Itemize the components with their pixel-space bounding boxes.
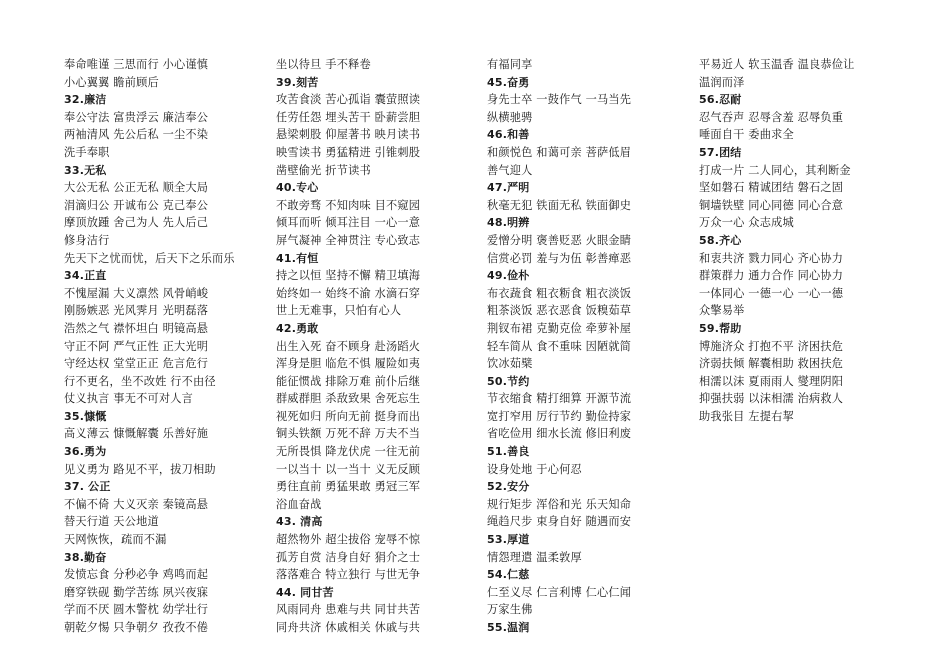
section-heading: 37. 公正 [64,480,111,494]
idiom-line: 学而不厌 圆木警枕 幼学壮行 [64,603,209,617]
idiom-line: 世上无难事，只怕有心人 [276,304,402,318]
idiom-line: 始终如一 始终不渝 水滴石穿 [276,286,421,300]
idiom-line: 奉命唯谨 三思而行 小心谨慎 [64,58,209,71]
idiom-line: 不敢旁骛 不知肉味 目不窥园 [276,198,421,212]
idiom-line: 浑身是胆 临危不惧 履险如夷 [276,357,421,371]
idiom-line: 替天行道 天公地道 [64,515,159,529]
idiom-line: 涓滴归公 开诚布公 克己奉公 [64,198,209,212]
idiom-line: 悬梁刺股 仰屋著书 映月读书 [276,128,421,142]
idiom-line: 助我张目 左提右挈 [699,409,794,423]
section-heading: 50.节约 [487,374,530,388]
idiom-line: 修身洁行 [64,233,110,247]
idiom-line: 大公无私 公正无私 顺全大局 [64,181,209,195]
idiom-line: 万家生佛 [487,603,533,617]
section-heading: 56.忍耐 [699,93,742,107]
idiom-line: 行不更名，坐不改姓 行不由径 [64,374,216,388]
idiom-line: 仁至义尽 仁言利博 仁心仁闻 [487,585,632,599]
idiom-line: 忍气吞声 忍辱含羞 忍辱负重 [699,110,844,124]
idiom-line: 磨穿铁砚 勤学苦练 夙兴夜寐 [64,585,209,599]
section-heading: 42.勇敢 [276,321,319,335]
section-heading: 49.俭朴 [487,269,530,283]
idiom-line: 浴血奋战 [276,497,322,511]
section-heading: 51.善良 [487,445,530,459]
idiom-line: 不偏不倚 大义灭亲 秦镜高悬 [64,497,209,511]
section-heading: 45.奋勇 [487,75,530,89]
idiom-line: 无所畏惧 降龙伏虎 一往无前 [276,445,421,459]
idiom-line: 出生入死 奋不顾身 赴汤蹈火 [276,339,421,353]
section-heading: 34.正直 [64,269,107,283]
idiom-line: 省吃俭用 细水长流 修旧利废 [487,427,632,441]
section-heading: 35.慷慨 [64,409,107,423]
idiom-line: 打成一片 二人同心，其利断金 [699,163,851,177]
idiom-line: 落落难合 特立独行 与世无争 [276,568,421,582]
idiom-line: 坚如磐石 精诚团结 磐石之固 [699,181,844,195]
text-column-2 [276,56,466,637]
idiom-line: 先天下之忧而忧，后天下之乐而乐 [64,251,235,265]
idiom-line: 荆钗布裙 克勤克俭 牵萝补屋 [487,321,632,335]
idiom-line: 粗茶淡饭 恶衣恶食 饭糗茹草 [487,304,632,318]
idiom-line: 坐以待旦 手不释卷 [276,58,371,71]
section-heading: 40.专心 [276,181,319,195]
idiom-line: 倾耳而听 倾耳注目 一心一意 [276,216,421,230]
idiom-line: 任劳任怨 埋头苦干 卧薪尝胆 [276,110,421,124]
idiom-line: 发愤忘食 分秒必争 鸡鸣而起 [64,568,209,582]
idiom-line: 仗义执言 事无不可对人言 [64,392,194,406]
idiom-line: 天网恢恢，疏而不漏 [64,533,167,547]
idiom-line: 轻车简从 食不重味 因陋就简 [487,339,632,353]
section-heading: 59.帮助 [699,321,742,335]
idiom-line: 身先士卒 一鼓作气 一马当先 [487,93,632,107]
idiom-line: 群策群力 通力合作 同心协力 [699,269,844,283]
idiom-line: 两袖清风 先公后私 一尘不染 [64,128,209,142]
idiom-line: 一以当十 以一当十 义无反顾 [276,462,421,476]
idiom-line: 凿壁偷光 折节读书 [276,163,371,177]
idiom-line: 抑强扶弱 以沫相濡 治病救人 [699,392,844,406]
idiom-line: 能征惯战 排除万难 前仆后继 [276,374,421,388]
idiom-line: 铜头铁额 万死不辞 万夫不当 [276,427,421,441]
idiom-line: 布衣蔬食 粗衣粝食 粗衣淡饭 [487,286,632,300]
idiom-line: 信赏必罚 羞与为伍 彰善瘅恶 [487,251,632,265]
idiom-line: 刚肠嫉恶 光风霁月 光明磊落 [64,304,209,318]
idiom-line: 小心翼翼 瞻前顾后 [64,75,159,89]
idiom-line: 万众一心 众志成城 [699,216,794,230]
idiom-line: 孤芳自赏 洁身自好 狷介之士 [276,550,421,564]
idiom-line: 纵横驰骋 [487,110,533,124]
idiom-line: 和衷共济 戮力同心 齐心协力 [699,251,844,265]
idiom-line: 饮冰茹檗 [487,357,533,371]
idiom-line: 济弱扶倾 解囊相助 救困扶危 [699,357,844,371]
idiom-line: 屏气凝神 全神贯注 专心致志 [276,233,421,247]
idiom-line: 守正不阿 严气正性 正大光明 [64,339,209,353]
idiom-line: 宽打窄用 厉行节约 勤俭持家 [487,409,632,423]
section-heading: 46.和善 [487,128,530,142]
idiom-line: 攻苦食淡 苦心孤诣 囊萤照读 [276,93,421,107]
idiom-line: 见义勇为 路见不平，拔刀相助 [64,462,216,476]
idiom-line: 温润而泽 [699,75,745,89]
idiom-line: 超然物外 超尘拔俗 宠辱不惊 [276,533,421,547]
idiom-line: 群威群胆 杀敌致果 舍死忘生 [276,392,421,406]
idiom-line: 映雪读书 勇猛精进 引锥刺股 [276,145,421,159]
idiom-line: 秋毫无犯 铁面无私 铁面御史 [487,198,632,212]
idiom-line: 铜墙铁壁 同心同德 同心合意 [699,198,844,212]
idiom-line: 绳趋尺步 束身自好 随遇而安 [487,515,632,529]
section-heading: 52.安分 [487,480,530,494]
section-heading: 32.廉洁 [64,93,107,107]
idiom-line: 一体同心 一德一心 一心一德 [699,286,844,300]
idiom-line: 相濡以沫 夏雨雨人 燮理阴阳 [699,374,844,388]
idiom-line: 持之以恒 坚持不懈 精卫填海 [276,269,421,283]
idiom-line: 同舟共济 休戚相关 休戚与共 [276,621,421,634]
section-heading: 33.无私 [64,163,107,177]
section-heading: 53.厚道 [487,533,530,547]
section-heading: 48.明辨 [487,216,530,230]
text-column-4 [699,56,889,425]
idiom-line: 不愧屋漏 大义凛然 风骨峭峻 [64,286,209,300]
idiom-line: 视死如归 所向无前 挺身而出 [276,409,421,423]
section-heading: 57.团结 [699,145,742,159]
idiom-line: 众擎易举 [699,304,745,318]
section-heading: 58.齐心 [699,233,742,247]
idiom-line: 爱憎分明 褒善贬恶 火眼金睛 [487,233,632,247]
section-heading: 38.勤奋 [64,550,107,564]
idiom-line: 平易近人 软玉温香 温良恭俭让 [699,58,855,71]
idiom-line: 浩然之气 襟怀坦白 明镜高悬 [64,321,209,335]
idiom-line: 奉公守法 富贵浮云 廉洁奉公 [64,110,209,124]
section-heading: 44. 同甘苦 [276,585,334,599]
idiom-line: 朝乾夕惕 只争朝夕 孜孜不倦 [64,621,209,634]
text-column-3 [487,56,677,637]
section-heading: 47.严明 [487,181,530,195]
idiom-line: 节衣缩食 精打细算 开源节流 [487,392,632,406]
idiom-line: 设身处地 于心何忍 [487,462,582,476]
idiom-line: 洗手奉职 [64,145,110,159]
idiom-line: 善气迎人 [487,163,533,177]
section-heading: 43. 清高 [276,515,323,529]
text-column-1 [64,56,254,637]
idiom-line: 勇往直前 勇猛果敢 勇冠三军 [276,480,421,494]
section-heading: 39.刻苦 [276,75,319,89]
idiom-line: 唾面自干 委曲求全 [699,128,794,142]
idiom-line: 规行矩步 浑俗和光 乐天知命 [487,497,632,511]
idiom-line: 高义薄云 慷慨解囊 乐善好施 [64,427,209,441]
section-heading: 55.温润 [487,621,530,634]
section-heading: 54.仁慈 [487,568,530,582]
idiom-line: 摩顶放踵 舍己为人 先人后己 [64,216,209,230]
idiom-line: 风雨同舟 患难与共 同甘共苦 [276,603,421,617]
idiom-line: 有福同享 [487,58,533,71]
idiom-line: 守经达权 堂堂正正 危言危行 [64,357,209,371]
section-heading: 41.有恒 [276,251,319,265]
idiom-line: 情怨理遣 温柔敦厚 [487,550,582,564]
section-heading: 36.勇为 [64,445,107,459]
idiom-line: 和颜悦色 和蔼可亲 菩萨低眉 [487,145,632,159]
idiom-line: 博施济众 打抱不平 济困扶危 [699,339,844,353]
